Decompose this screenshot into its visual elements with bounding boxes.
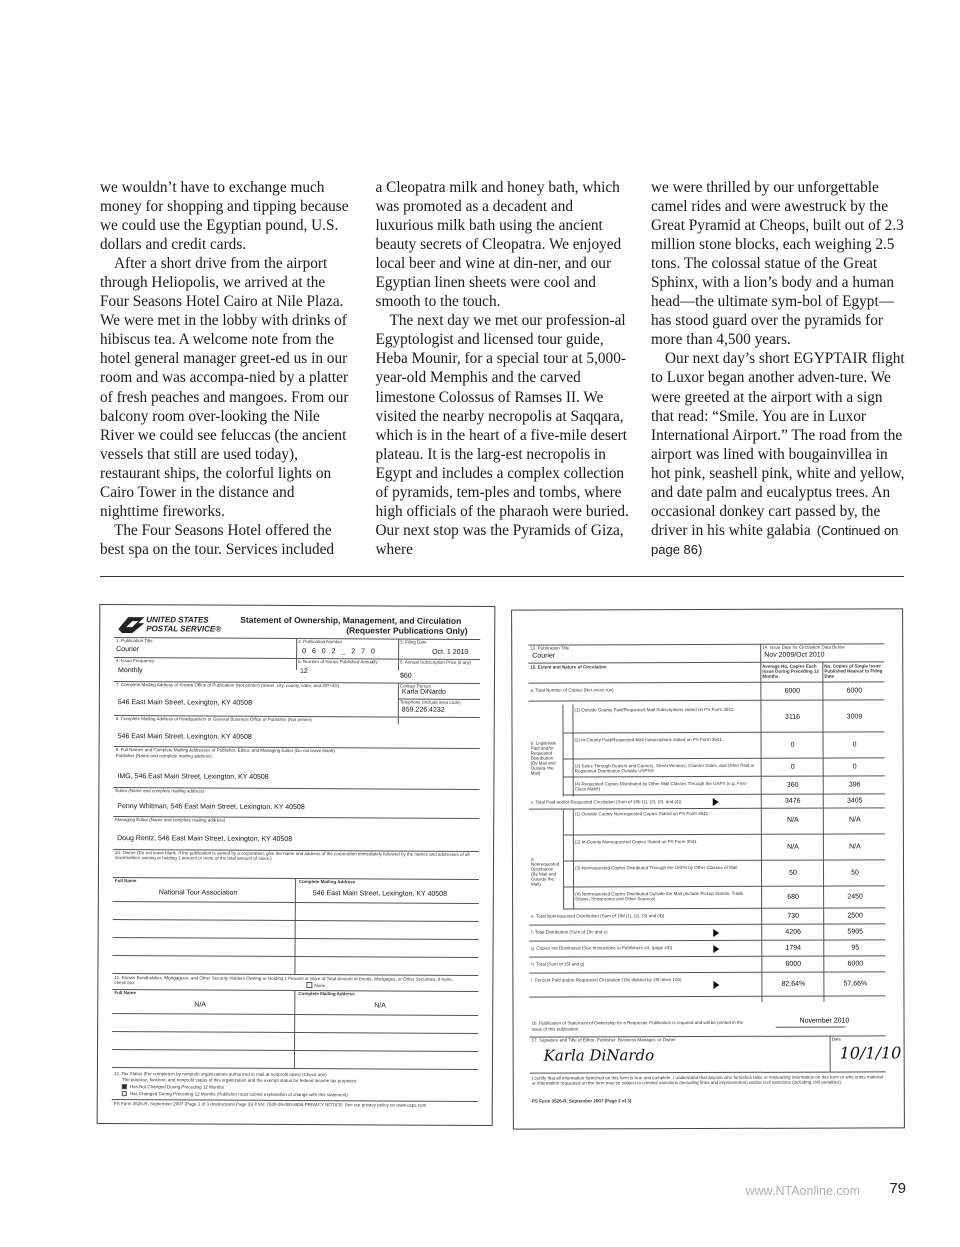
pub-title: Courier (116, 646, 140, 654)
form-rule (563, 793, 885, 795)
certification-text: I certify that all information furnished on this form is true and complete. I understand that anyone who furnishes false or misleading information on this form or who omits material or information requested on the form may be subject to criminal sanctions (including fines and imprisonment) and/or civil sanctions (including civil penalties). (531, 1074, 883, 1086)
circulation-single-value: 2450 (847, 893, 863, 901)
bondholder-address: N/A (374, 1002, 386, 1010)
none-label: None (314, 983, 326, 989)
circulation-single-value: 5905 (847, 928, 864, 936)
form-rule (530, 1071, 886, 1073)
tax-option-2: Has Changed During Preceding 12 Months (Publisher must submit explanation of change with this statement) (129, 1091, 348, 1098)
circulation-row-label: (2) In-County Paid/Requested Mail Subscriptions stated on PS Form 3541. (574, 736, 724, 743)
form-rule (529, 995, 885, 997)
circulation-row-label: (4) Nonrequested Copies Distributed Outside the Mail (Include Pickup Stands, Trade Shows, Showrooms and Other Sources) (575, 890, 744, 902)
column-single-issue: No. Copies of Single Issue Published Nearest to Filing Date (824, 663, 883, 679)
usps-eagle-icon (118, 615, 144, 633)
form-rule (573, 808, 574, 908)
circulation-single-value: 3009 (846, 713, 863, 721)
label-filing-date: 3. Filing Date (400, 639, 427, 645)
form-rule (294, 878, 296, 974)
circulation-row-label: (1) Outside County Nonrequested Copies Stated on PS Form 3541 (574, 810, 709, 817)
form-rule (562, 705, 563, 797)
tax-line: The purpose, function, and nonprofit status of this organization and the exempt status for federal income tax purposes: (121, 1077, 358, 1084)
circulation-single-value: 95 (851, 944, 860, 952)
label-date: Date (831, 1036, 842, 1042)
circulation-row-label: (3) Nonrequested Copies Distributed Through the USPS by Other Classes of Mail (574, 864, 738, 871)
owner-name: National Tour Association (158, 889, 238, 897)
label-price: 6. Annual Subscription Price (if any) (400, 659, 472, 665)
circulation-row-label: c. Total Paid and/or Requested Circulation (Sum of 15b (1), (2), (3), and (4)) (530, 799, 682, 805)
arrow-icon (713, 981, 719, 989)
circulation-row-label: (4) Requested Copies Distributed by Other Mail Classes Through the USPS (e.g. First-Class Mail®) (574, 780, 748, 792)
form-rule (529, 807, 885, 809)
circulation-row-label: a. Total Number of Copies (Net press run) (530, 687, 614, 693)
label-managing: Managing Editor (Name and complete mailing address) (115, 817, 226, 823)
label-item-16: 16. Publication of Statement of Ownership for a Requester Publication is required and will be printed in the (531, 1019, 744, 1026)
label-contact: Contact Person (399, 683, 431, 689)
label-publisher: Publisher (Name and complete mailing address) (115, 753, 212, 759)
usps-logo-line1: UNITED STATES (146, 615, 209, 625)
form-rule (398, 683, 399, 725)
label-full-name: Full Name (114, 990, 136, 996)
circulation-average-value: 1794 (785, 944, 802, 952)
label-phone: Telephone (Include area code) (399, 699, 461, 705)
issue-date: Nov 2009/Oct 2010 (764, 651, 825, 659)
circulation-single-value: 0 (852, 763, 857, 771)
form-rule (296, 638, 297, 670)
form-rule (529, 923, 885, 925)
pub-number: 0 6 0 2 _ 2 7 0 (302, 648, 377, 656)
form-rule (112, 1067, 478, 1070)
circulation-average-value: 82.64% (781, 980, 806, 988)
price: $60 (399, 672, 412, 680)
circulation-average-value: 0 (790, 741, 795, 749)
circulation-row-label: i. Percent Paid and/or Requested Circulation (15c divided by 15f times 100) (531, 977, 682, 983)
frequency: Monthly (117, 667, 143, 675)
usps-logo-line2: POSTAL SERVICE® (146, 624, 222, 634)
form-rule (398, 639, 399, 671)
form-rule (563, 775, 885, 777)
circulation-average-value: 730 (787, 912, 800, 920)
form-rule (760, 644, 761, 662)
circulation-average-value: 3116 (784, 713, 801, 721)
article-columns (100, 178, 906, 559)
circulation-average-value: 6000 (785, 960, 802, 968)
label-frequency: 4. Issue Frequency (116, 658, 155, 664)
circulation-single-value: 6000 (847, 960, 864, 968)
circulation-row-label: e. Total Nonrequested Distribution (Sum of 15d (1), (2), (3) and (4)) (531, 913, 665, 919)
circulation-single-value: 396 (848, 781, 861, 789)
form-rule (760, 662, 762, 1002)
form-rule (822, 662, 824, 1002)
circulation-average-value: 360 (786, 781, 799, 789)
label-pub-title: 13. Publication Title (530, 645, 570, 651)
signature-date: 10/1/10 (839, 1043, 902, 1063)
label-tax: 12. Tax Status (For completion by nonprofit organizations authorized to mail at nonprofit rates) (Check one) (113, 1071, 327, 1078)
form-rule (563, 859, 885, 861)
circulation-average-value: N/A (787, 843, 799, 851)
circulation-row-label: (1) Outside County Paid/Requested Mail Subscriptions stated on PS Form 3541. (574, 706, 735, 713)
circulation-row-label: h. Total (Sum of 15f and g) (531, 961, 585, 967)
form-rule (113, 955, 479, 958)
form-subtitle: (Requester Publications Only) (346, 625, 468, 636)
paragraph: we wouldn’t have to exchange much money for shopping and tipping because we could use the Egyptian pound, U.S. dollars and credit cards. (100, 179, 349, 254)
label-hq: 8. Complete Mailing Address of Headquarters or General Business Office of Publisher (Not printer) (115, 716, 312, 723)
arrow-icon (713, 945, 719, 953)
circulation-single-value: N/A (848, 816, 861, 824)
owner-address: 546 East Main Street, Lexington, KY 40508 (312, 890, 448, 898)
num-issues: 12 (299, 668, 308, 676)
circulation-single-value: 2500 (847, 912, 863, 920)
paragraph: The next day we met our profession-al Egyptologist and licensed tour guide, Heba Mounir, for a special tour at 5,000-year-old Memphis and the carved limestone Colossus of Ramses II. We visited the nearby necropolis at Saqqara, which is in the heart of a five-mile desert plateau. It is the larg-est necropolis in Egypt and includes a complex collection of pyramids, tem-ples and tombs, where high officials of the pharaoh were buried. Our next stop was the Pyramids of Giza, where (375, 312, 629, 558)
circulation-single-value: N/A (849, 843, 861, 851)
form-rule (529, 939, 885, 941)
label-num-issues: 5. Number of Issues Published Annually (298, 659, 378, 665)
continued-link[interactable]: (Continued on page 86) (651, 522, 899, 557)
paragraph: After a short drive from the airport through Heliopolis, we arrived at the Four Seasons Hotel Cairo at Nile Plaza. We were met in the lobby with drinks of hibiscus tea. A welcome note from the hotel general manager greet-ed us in our room and was accompa-nied by a platter of fresh peaches and mangoes. From our balcony room over-looking the Nile River we could see feluccas (the ancient vessels that still are used today), restaurant ships, the colorful lights on Cairo Tower in the distance and nighttime fireworks. (100, 255, 349, 520)
label-pub-number: 2. Publication Number (298, 639, 343, 645)
tax-option-1: Has Not Changed During Preceding 12 Months (129, 1084, 224, 1090)
form-rule (563, 907, 885, 909)
paragraph: we were thrilled by our unforgettable camel rides and were awestruck by the Great Pyramid at Cheops, built out of 2.3 million stone blocks, each weighing 2.5 tons. The colossal statue of the Great Sphinx, with a lion’s body and a human head—the ultimate sym-bol of Egypt—has stood guard over the pyramids for more than 4,500 years. (651, 179, 904, 349)
form-rule (572, 704, 573, 796)
phone: 859.226.4232 (401, 706, 445, 714)
form-rule (528, 681, 884, 683)
arrow-icon (713, 798, 719, 806)
form-title: Statement of Ownership, Management, and Circulation (240, 614, 462, 626)
none-checkbox[interactable] (306, 982, 312, 988)
circulation-single-value: 57.66% (843, 980, 868, 988)
paragraph: The Four Seasons Hotel offered the best spa on the tour. Services included (100, 521, 335, 558)
form-rule (563, 731, 885, 733)
circulation-single-value: 0 (852, 741, 857, 749)
label-names: 9. Full Names and Complete Mailing Addresses of Publisher, Editor, and Managing Editor (Do not leave blank) (115, 747, 335, 754)
label-bondholders: 11. Known Bondholders, Mortgagees, and Other Security Holders Owning or Holding 1 Percent or More of Total Amount of Bonds, Mortgages, or Other Securities. If none, check box (114, 975, 453, 986)
label-pub-title: 1. Publication Title (116, 638, 153, 644)
ownership-statement-page-1 (97, 604, 496, 1126)
paragraph-text: Our next day’s short EGYPTAIR flight to Luxor began another adven-ture. We were greeted at the airport with a sign that read: “Smile. You are in Luxor International Airport.” The road from the airport was lined with bougainvillea in hot pink, seashell pink, white and yellow, and date palm and eucalyptus trees. An occasional donkey cart passed by, the driver in his white galabia (651, 350, 905, 539)
circulation-row-label: (3) Sales Through Dealers and Carriers, Street Vendors, Counter Sales, and Other Paid or Requested Distribution Outside USPS® (574, 762, 755, 774)
circulation-single-value: 50 (851, 869, 859, 877)
circulation-average-value: 680 (787, 893, 799, 901)
ownership-statement-page-2 (511, 608, 905, 1129)
label-section-b: b. Legitimate Paid and/or Requested Distribution (By Mail and Outside the Mail) (530, 740, 557, 776)
circulation-row-label: (2) In-County Nonrequested Copies Stated on PS Form 3541 (574, 839, 697, 845)
form-rule (830, 1036, 831, 1072)
label-editor: Editor (Name and complete mailing address) (115, 788, 205, 794)
paragraph (651, 349, 906, 559)
page-number: 79 (889, 1180, 906, 1197)
article-column-1 (100, 178, 355, 559)
circulation-row-label: f. Total Distribution (Sum of 15c and e) (531, 929, 608, 935)
managing-editor: Doug Rentz, 546 East Main Street, Lexington, KY 40508 (117, 835, 293, 843)
bondholder-name: N/A (194, 1001, 206, 1009)
form-rule (529, 955, 885, 957)
pub-title: Courier (532, 652, 556, 660)
contact-person: Karla DiNardo (401, 688, 446, 696)
label-section-d: d. Nonrequested Distribution (By Mail and Outside the Mail) (530, 856, 560, 887)
mailing-address: 546 East Main Street, Lexington, KY 40508 (117, 699, 253, 707)
tax-option-1-checkbox[interactable] (122, 1084, 127, 1089)
publisher: IMG, 546 East Main Street, Lexington, KY 40508 (117, 773, 269, 781)
circulation-average-value: 6000 (784, 687, 801, 695)
circulation-single-value: 6000 (846, 687, 863, 695)
signature: Karla DiNardo (543, 1046, 655, 1065)
article-column-3 (651, 178, 906, 559)
form-rule (776, 1027, 846, 1028)
form-rule (294, 990, 295, 1068)
circulation-average-value: 4206 (785, 928, 802, 936)
section-divider (100, 576, 904, 577)
statement-issue: November 2010 (799, 1017, 850, 1025)
circulation-average-value: 3476 (784, 797, 801, 805)
circulation-single-value: 3405 (846, 797, 863, 805)
label-issue-date: 14. Issue Date for Circulation Data Below (762, 644, 845, 650)
label-complete-address: Complete Mailing Address (298, 879, 356, 885)
label-full-name: Full Name (114, 878, 137, 884)
label-owner: 10. Owner (Do not leave blank. If the publication is owned by a corporation, give the name and address of the corporation immediately followed by the names and addresses of all stockholders owning or holding 1 percent or more of the total amount of stock.) (115, 850, 470, 861)
hq-address: 546 East Main Street, Lexington, KY 40508 (117, 733, 252, 741)
label-complete-address: Complete Mailing Address (298, 991, 355, 997)
paragraph: a Cleopatra milk and honey bath, which was promoted as a decadent and luxurious milk bath using the ancient beauty secrets of Cleopatra. We enjoyed local beer and wine at din-ner, and our Egyptian linen sheets were cool and smooth to the touch. (375, 179, 622, 311)
editor: Penny Whitman, 546 East Main Street, Lexington, KY 40508 (117, 803, 305, 812)
filing-date: Oct. 1 2010 (432, 648, 469, 656)
label-item-16b: issue of this publication. (531, 1026, 580, 1032)
form-rule (563, 885, 885, 887)
circulation-row-label: g. Copies not Distributed (See Instructions to Publishers #4, (page #3)) (531, 945, 673, 951)
form-rule (563, 833, 885, 835)
label-item-17: 17. Signature and Title of Editor, Publisher, Business Manager, or Owner (531, 1037, 676, 1043)
circulation-average-value: 50 (789, 869, 797, 877)
arrow-icon (713, 929, 719, 937)
column-average: Average No. Copies Each Issue During Preceding 12 Months (762, 663, 819, 679)
form-footer: PS Form 3526-R, September 2007 (Page 2 of 3) (531, 1098, 632, 1104)
circulation-average-value: 0 (790, 763, 795, 771)
tax-option-2-checkbox[interactable] (122, 1091, 127, 1096)
label-extent: 15. Extent and Nature of Circulation (530, 664, 607, 670)
article-column-2 (376, 178, 631, 559)
circulation-average-value: N/A (786, 816, 799, 824)
form-rule (563, 757, 885, 759)
form-rule (528, 699, 884, 701)
form-rule (563, 809, 564, 909)
form-rule (529, 971, 885, 973)
website-link[interactable]: www.NTAonline.com (745, 1184, 860, 1198)
form-footer: PS Form 3526-R, September 2007 (Page 1 of 3 (Instructions Page 3)) PSN: 7530-09-000-8855 PRIVACY NOTICE: See our privacy policy on www.usps.com (113, 1101, 427, 1108)
label-mailing: 7. Complete Mailing Address of Known Office of Publication (Not printer) (Street, city, county, state, and ZIP+4®) (115, 682, 340, 689)
